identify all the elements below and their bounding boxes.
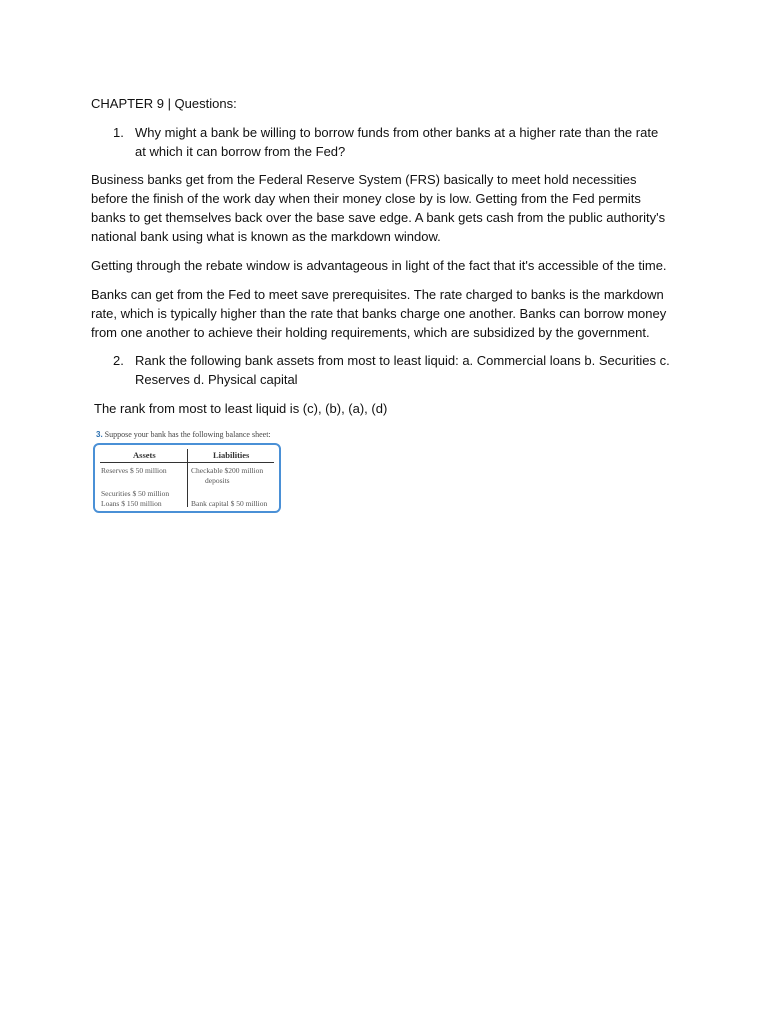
answer-1-paragraph-1: Business banks get from the Federal Reserve System (FRS) basically to meet hold necessities before the finish of the work day when their money close by is low. Getting from the Fed permits banks to get themselves back over the base save edge. A bank gets cash from the public authority's national bank using what is known as the markdown window. [91,172,666,244]
answer-1-paragraph-2: Getting through the rebate window is advantageous in light of the fact that it's accessible of the time. [91,258,667,273]
question-1-text: Why might a bank be willing to borrow funds from other banks at a higher rate than the rate at which it can borrow from the Fed? [135,125,659,159]
question-2-number: 2. [113,353,124,368]
column-divider [187,449,188,507]
securities-cell: Securities $ 50 million [101,489,170,498]
figure-caption-text: Suppose your bank has the following balance sheet: [104,430,271,439]
balance-sheet-table [93,443,281,513]
bank-capital-cell: Bank capital $ 50 million [191,499,268,508]
checkable-deposits-cell: Checkable $200 million [191,466,264,475]
question-2 [91,351,671,389]
chapter-heading: CHAPTER 9 | Questions: [91,96,237,111]
question-2-text: Rank the following bank assets from most to least liquid: a. Commercial loans b. Securities c. Reserves d. Physical capital [135,353,670,387]
liabilities-header: Liabilities [213,450,250,460]
answer-1-paragraph-3: Banks can get from the Fed to meet save prerequisites. The rate charged to banks is the markdown rate, which is typically higher than the rate that banks charge one another. Banks can borrow money from one another to achieve their holding requirements, which are subsidized by the government. [91,287,667,340]
question-1-number: 1. [113,125,124,140]
loans-cell: Loans $ 150 million [101,499,162,508]
question-1 [91,123,671,161]
assets-header: Assets [133,450,156,460]
answer-2: The rank from most to least liquid is (c), (b), (a), (d) [94,401,388,416]
balance-sheet-figure [93,430,285,516]
figure-number: 3. [96,430,103,439]
figure-caption [96,430,271,439]
checkable-deposits-cell-line-2: deposits [205,476,230,485]
reserves-cell: Reserves $ 50 million [101,466,167,475]
